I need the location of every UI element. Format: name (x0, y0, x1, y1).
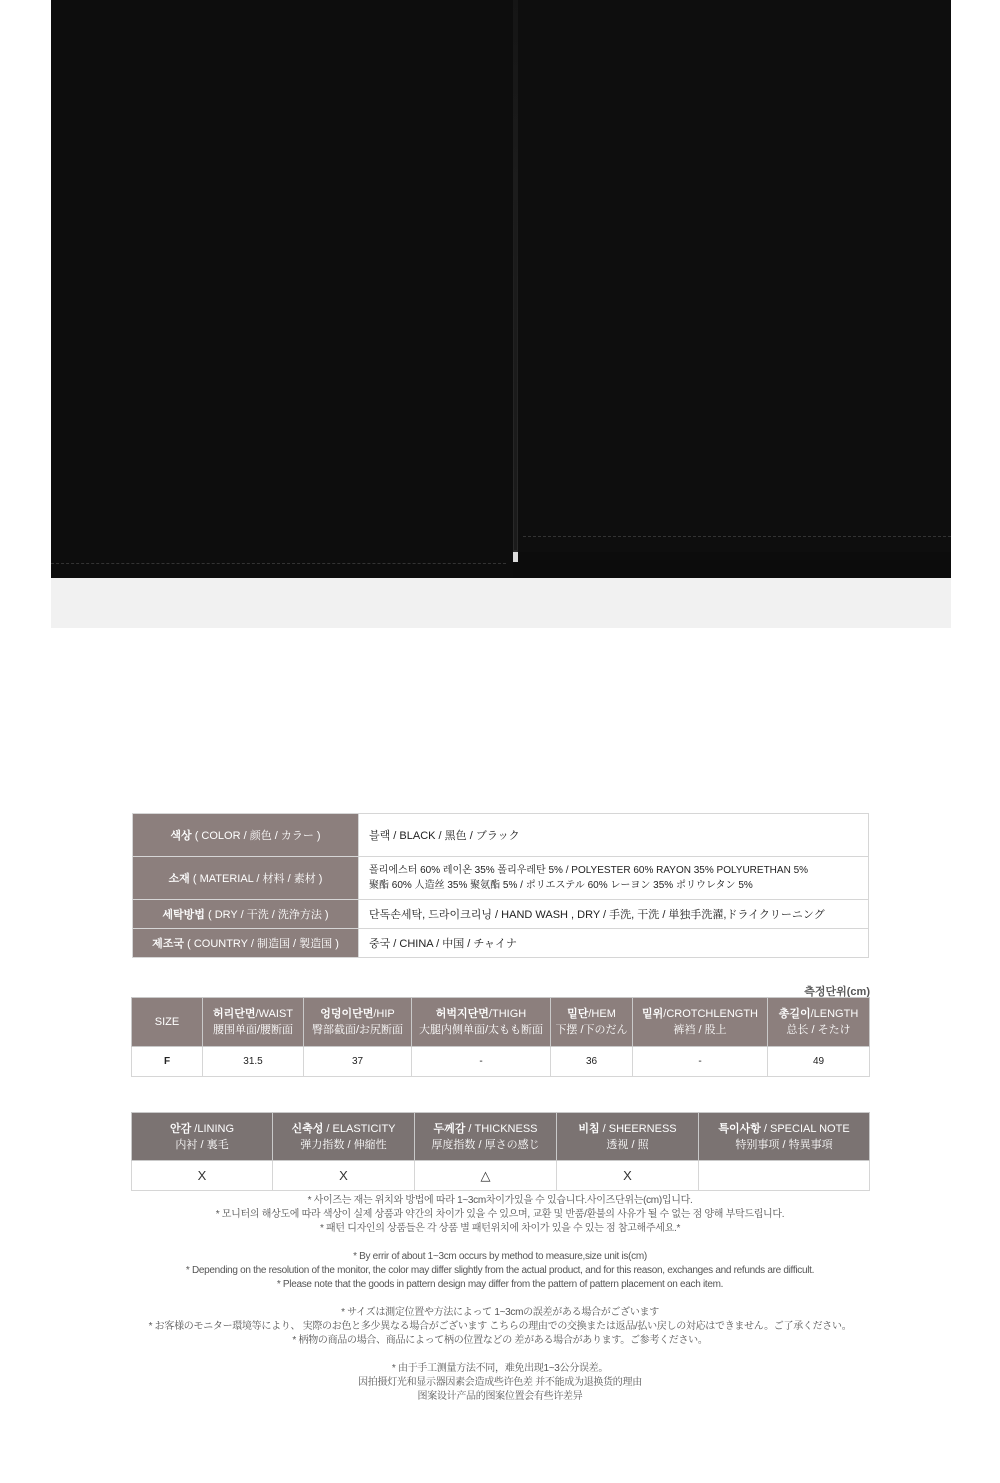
note-line: * Please note that the goods in pattern design may differ from the pattern of pattern placement on each item. (276, 1279, 724, 1290)
info-label: ( DRY / 干洗 / 洗浄方法 ) (207, 909, 329, 921)
size-header-cell: 밑위/CROTCHLENGTH 裤裆 / 股上 (633, 998, 768, 1047)
feature-header-cell: 신축성 / ELASTICITY 弹力指数 / 伸縮性 (273, 1113, 415, 1161)
info-label: ( COLOR / 颜色 / カラー ) (194, 830, 321, 842)
note-line: * 由于手工测量方法不同，难免出现1~3公分误差。 (391, 1363, 609, 1374)
note-line: * 柄物の商品の場合、商品によって柄の位置などの 差がある場合があります。ご参考ください。 (292, 1335, 708, 1346)
feature-cell (699, 1161, 870, 1191)
info-value: 단독손세탁, 드라이크리닝 / HAND WASH , DRY / 手洗, 干洗 / 単独手洗濯,ドライクリーニング (359, 900, 869, 929)
product-info-table (132, 813, 869, 958)
product-photo (51, 0, 951, 628)
size-cell: - (412, 1047, 551, 1077)
note-line: * Depending on the resolution of the monitor, the color may differ slightly from the actual product, and for this reason, exchanges and refunds are difficult. (185, 1265, 815, 1276)
info-value: 블랙 / BLACK / 黑色 / ブラック (359, 814, 869, 857)
info-value-line: 聚酯 60% 人造丝 35% 聚氨酯 5% / ポリエステル 60% レーヨン 35% ポリウレタン 5% (369, 880, 753, 891)
note-line: * お客様のモニター環境等により、 実際のお色と多少異なる場合がございます こちらの理由での交換または返品/払い戻しの対応はできません。ご了承ください。 (148, 1321, 852, 1332)
feature-cell: X (132, 1161, 273, 1191)
size-cell: 31.5 (203, 1047, 304, 1077)
note-line: * 패턴 디자인의 상품들은 각 상품 별 패턴위치에 차이가 있을 수 있는 점 참고해주세요.* (319, 1223, 681, 1234)
size-table-row (132, 1047, 870, 1077)
size-header-cell: 허벅지단면/THIGH 大腿内侧单面/太もも断面 (412, 998, 551, 1047)
feature-table-row (132, 1161, 870, 1191)
feature-header-cell: 두께감 / THICKNESS 厚度指数 / 厚さの感じ (415, 1113, 557, 1161)
size-table-header (132, 998, 870, 1047)
feature-header-cell: 안감 /LINING 内衬 / 裏毛 (132, 1113, 273, 1161)
notes-english (0, 1250, 1000, 1292)
notes-korean (0, 1194, 1000, 1236)
feature-header-cell: 비침 / SHEERNESS 透视 / 照 (557, 1113, 699, 1161)
size-header-cell: 허리단면/WAIST 腰围单面/腰断面 (203, 998, 304, 1047)
info-label-bold: 소재 (168, 873, 190, 885)
info-row-material (133, 857, 869, 900)
size-cell: 49 (768, 1047, 870, 1077)
note-line: 图案设计产品的图案位置会有些许差异 (417, 1391, 583, 1402)
hem-stitch-right (523, 536, 951, 537)
size-header-cell: SIZE (132, 998, 203, 1047)
note-line: * By errir of about 1~3cm occurs by method to measure,size unit is(cm) (353, 1251, 647, 1262)
info-label-bold: 세탁방법 (162, 909, 205, 921)
info-label-bold: 제조국 (152, 938, 185, 950)
info-label: ( MATERIAL / 材料 / 素材 ) (192, 873, 323, 885)
photo-background (51, 578, 951, 628)
info-row-color (133, 814, 869, 857)
feature-cell: X (557, 1161, 699, 1191)
feature-table-header (132, 1113, 870, 1161)
size-cell: 37 (304, 1047, 412, 1077)
note-line: * 사이즈는 재는 위치와 방법에 따라 1~3cm차이가있을 수 있습니다.사이즈단위는(cm)입니다. (307, 1195, 693, 1206)
measurement-unit-label: 측정단위(cm) (804, 986, 870, 998)
size-table (131, 997, 870, 1077)
size-header-cell: 총길이/LENGTH 总长 / そたけ (768, 998, 870, 1047)
feature-cell: △ (415, 1161, 557, 1191)
info-label: ( COUNTRY / 制造国 / 製造国 ) (187, 938, 339, 950)
size-header-cell: 밑단/HEM 下摆 /下のだん (551, 998, 633, 1047)
info-row-wash (133, 900, 869, 929)
note-line: * サイズは測定位置や方法によって 1~3cmの誤差がある場合がございます (341, 1307, 659, 1318)
info-value: 중국 / CHINA / 中国 / チャイナ (359, 929, 869, 958)
info-row-country (133, 929, 869, 958)
skirt-slit-opening (514, 200, 517, 550)
size-cell: - (633, 1047, 768, 1077)
info-value-line: 폴리에스터 60% 레이온 35% 폴리우레탄 5% / POLYESTER 60% RAYON 35% POLYURETHAN 5% (369, 865, 809, 876)
size-header-cell: 엉덩이단면/HIP 臀部截面/お尻断面 (304, 998, 412, 1047)
notes-japanese (0, 1306, 1000, 1348)
skirt-left-panel (51, 0, 513, 580)
hem-stitch-left (51, 563, 506, 564)
feature-header-cell: 특이사항 / SPECIAL NOTE 特别事项 / 特異事項 (699, 1113, 870, 1161)
hem-gap (513, 552, 518, 562)
size-cell: 36 (551, 1047, 633, 1077)
note-line: * 모니터의 해상도에 따라 색상이 실제 상품과 약간의 차이가 있을 수 있으며, 교환 및 반품/환불의 사유가 될 수 없는 점 양해 부탁드립니다. (215, 1209, 785, 1220)
feature-cell: X (273, 1161, 415, 1191)
size-cell: F (132, 1047, 203, 1077)
notes-chinese (0, 1362, 1000, 1404)
note-line: 因拍摄灯光和显示器因素会造成些许色差 并不能成为退换货的理由 (358, 1377, 642, 1388)
feature-table (131, 1112, 870, 1191)
skirt-right-panel (518, 0, 951, 552)
info-label-bold: 색상 (170, 830, 192, 842)
